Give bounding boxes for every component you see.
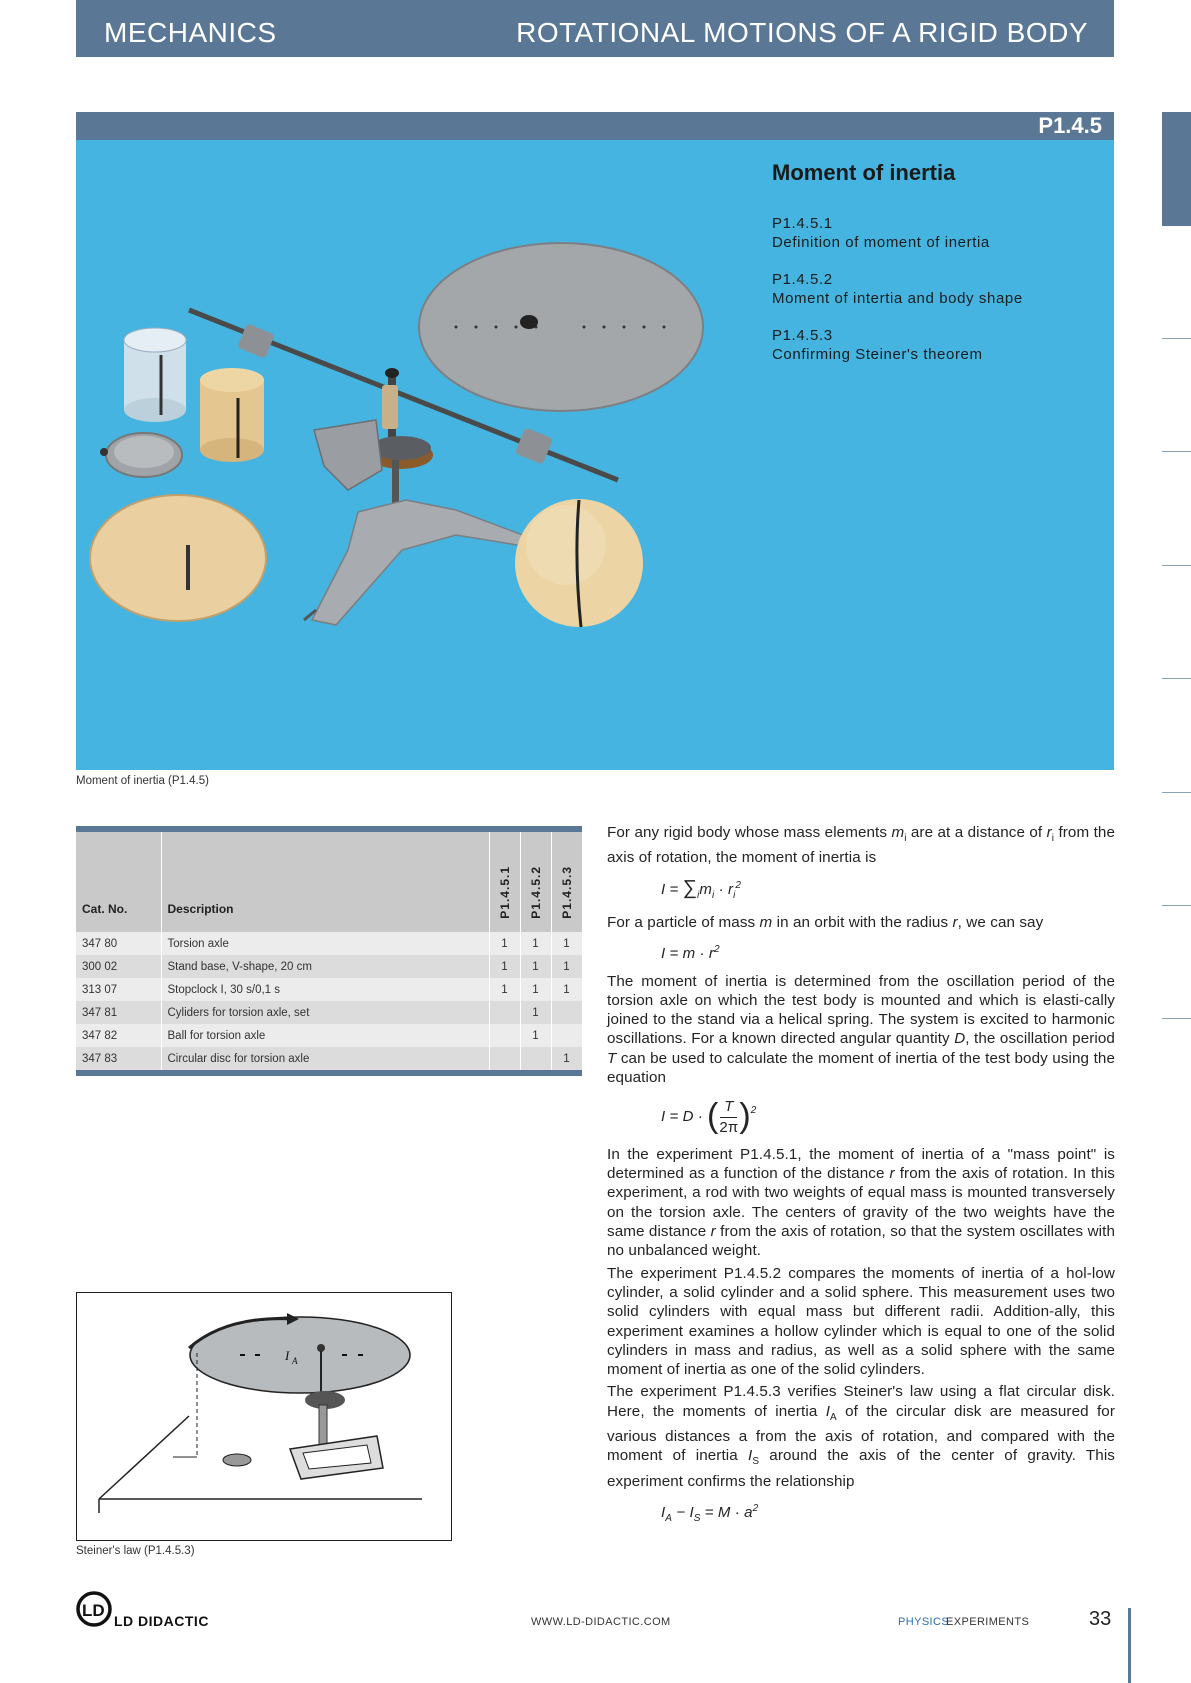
- side-rule: [1162, 338, 1191, 339]
- header-chapter: MECHANICS: [104, 17, 277, 48]
- cell-qty: [489, 1001, 520, 1024]
- table-bottom-rule: [76, 1070, 582, 1076]
- brand-name: LD DIDACTIC: [114, 1613, 209, 1629]
- cell-desc: Stand base, V-shape, 20 cm: [161, 955, 489, 978]
- label-A: A: [292, 1356, 298, 1366]
- cell-cat: 300 02: [76, 955, 161, 978]
- hero-caption: Moment of inertia (P1.4.5): [76, 775, 209, 787]
- cell-desc: Circular disc for torsion axle: [161, 1047, 489, 1070]
- experiment-entry: [772, 270, 1023, 308]
- cell-qty: 1: [520, 955, 551, 978]
- table-header-row: [76, 832, 582, 932]
- cell-qty: 1: [520, 1001, 551, 1024]
- side-rule: [1162, 905, 1191, 906]
- cell-qty: [520, 1047, 551, 1070]
- experiment-entry: [772, 214, 990, 252]
- experiment-code: P1.4.5.2: [772, 271, 833, 288]
- experiment-title: Confirming Steiner's theorem: [772, 346, 983, 363]
- cell-qty: [489, 1024, 520, 1047]
- page-number-rule: [1128, 1608, 1131, 1683]
- paragraph: For any rigid body whose mass elements $m_i$ are at a distance of $r_i$ from the axis of rotation, the moment of inertia is: [607, 824, 1115, 867]
- side-tab: [1162, 112, 1191, 226]
- cell-qty: 1: [489, 932, 520, 955]
- body-text: [607, 823, 1115, 1536]
- equation-point-mass: $I = m \cdot r^2$: [661, 944, 720, 963]
- header-exp-3: P1.4.5.3: [551, 832, 582, 932]
- cell-qty: 1: [520, 932, 551, 955]
- header-cat-no: Cat. No.: [76, 832, 161, 932]
- experiment-title: Moment of intertia and body shape: [772, 290, 1023, 307]
- cell-cat: 347 80: [76, 932, 161, 955]
- equipment-table: [76, 826, 582, 1076]
- experiment-title: Definition of moment of inertia: [772, 234, 990, 251]
- cell-cat: 347 82: [76, 1024, 161, 1047]
- cell-qty: 1: [551, 1047, 582, 1070]
- cell-qty: 1: [551, 932, 582, 955]
- footer-physics: PHYSICS: [898, 1616, 950, 1628]
- experiment-entry: [772, 326, 983, 364]
- cell-qty: 1: [489, 978, 520, 1001]
- paragraph: The experiment P1.4.5.3 verifies Steiner's law using a flat circular disk. Here, the moments of inertia $I_A$ of the circular disk are measured for various distances a from the axis of rotation, and compared with the moment of inertia $I_S$ around the axis of the center of gravity. This experiment confirms the relationship: [607, 1383, 1116, 1490]
- footer-experiments: EXPERIMENTS: [946, 1616, 1030, 1628]
- label-I: I: [285, 1348, 290, 1363]
- table-row: [76, 1024, 582, 1047]
- cell-qty: [551, 1024, 582, 1047]
- steiner-diagram-drawing: [77, 1293, 451, 1540]
- diagram-caption: Steiner's law (P1.4.5.3): [76, 1545, 195, 1557]
- experiment-code: P1.4.5.3: [772, 327, 833, 344]
- cell-qty: 1: [489, 955, 520, 978]
- cell-qty: [489, 1047, 520, 1070]
- section-code: P1.4.5: [1038, 113, 1102, 138]
- header-exp-2: P1.4.5.2: [520, 832, 551, 932]
- footer-url[interactable]: WWW.LD-DIDACTIC.COM: [531, 1616, 671, 1628]
- cell-qty: 1: [551, 978, 582, 1001]
- paragraph: In the experiment P1.4.5.1, the moment of inertia of a "mass point" is determined as a function of the distance r from the axis of rotation. In this experiment, a rod with two weights of equal mass is mounted transversely on the torsion axle. The centers of gravity of the two weights have the same distance r from the axis of rotation, so that the system oscillates with no unbalanced weight.: [607, 1145, 1115, 1260]
- page-number: 33: [1089, 1608, 1112, 1630]
- ld-logo-icon: [76, 1590, 114, 1628]
- table-row: [76, 932, 582, 955]
- table-row: [76, 1047, 582, 1070]
- side-rule: [1162, 1018, 1191, 1019]
- table-row: [76, 1001, 582, 1024]
- cell-desc: Ball for torsion axle: [161, 1024, 489, 1047]
- cell-desc: Torsion axle: [161, 932, 489, 955]
- equation-oscillation: I = D · ( T 2π ) $^2$: [661, 1097, 757, 1136]
- side-rule: [1162, 678, 1191, 679]
- cell-cat: 347 83: [76, 1047, 161, 1070]
- equation-steiner: $I_A - I_S = M \cdot a^2$: [661, 1503, 759, 1524]
- side-rule: [1162, 451, 1191, 452]
- cell-desc: Cyliders for torsion axle, set: [161, 1001, 489, 1024]
- cell-qty: [551, 1001, 582, 1024]
- paragraph: The experiment P1.4.5.2 compares the moments of inertia of a hol-low cylinder, a solid cylinder and a solid sphere. This measurement uses two solid cylinders with equal mass but different radii. Addition-ally, this experiment examines a hollow cylinder which is equal to one of the solid cylinders in mass and radius, as well as a solid sphere with the same moment of inertia as one of the solid cylinders.: [607, 1264, 1115, 1379]
- hero-panel: [76, 140, 1114, 770]
- svg-text:LD: LD: [82, 1601, 105, 1620]
- section-bar: [76, 112, 1114, 140]
- page-header: [76, 0, 1114, 57]
- header-description: Description: [161, 832, 489, 932]
- side-rule: [1162, 792, 1191, 793]
- table-row: [76, 955, 582, 978]
- cell-cat: 347 81: [76, 1001, 161, 1024]
- cell-qty: 1: [520, 978, 551, 1001]
- cell-desc: Stopclock I, 30 s/0,1 s: [161, 978, 489, 1001]
- header-exp-1: P1.4.5.1: [489, 832, 520, 932]
- section-title: Moment of inertia: [772, 160, 956, 185]
- cell-qty: 1: [520, 1024, 551, 1047]
- equation-moment-of-inertia: $I = \sum_im_i \cdot r_i^2$: [661, 876, 742, 901]
- cell-qty: 1: [551, 955, 582, 978]
- experiment-code: P1.4.5.1: [772, 215, 833, 232]
- side-rule: [1162, 565, 1191, 566]
- steiner-diagram: [76, 1292, 452, 1541]
- paragraph: The moment of inertia is determined from the oscillation period of the torsion axle on which the test body is mounted and which is elasti-cally joined to the stand via a helical spring. The system is excited to harmonic oscillations. For a known directed angular quantity D, the oscillation period T can be used to calculate the moment of inertia of the test body using the equation: [607, 972, 1115, 1086]
- header-topic: ROTATIONAL MOTIONS OF A RIGID BODY: [516, 17, 1088, 48]
- cell-cat: 313 07: [76, 978, 161, 1001]
- paragraph: For a particle of mass m in an orbit with the radius r, we can say: [607, 913, 1044, 931]
- table-row: [76, 978, 582, 1001]
